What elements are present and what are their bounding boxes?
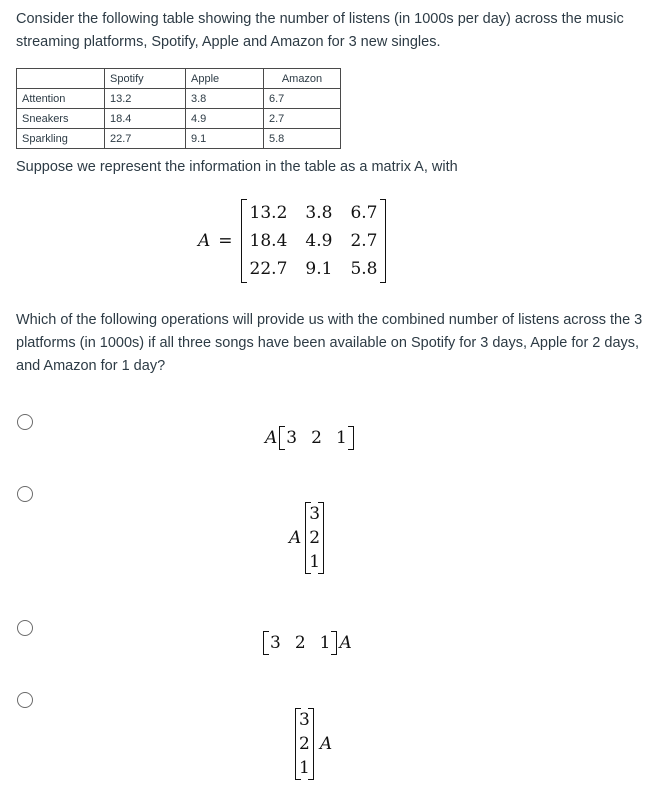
table-cell: Sneakers	[17, 109, 105, 129]
question-intro: Consider the following table showing the number of listens (in 1000s per day) across the music streaming platforms, Spotify, Apple and Amazon for 3 new singles.	[16, 11, 624, 50]
matrix-cell: 2.7	[350, 231, 378, 251]
matrix-symbol: A	[319, 734, 333, 754]
matrix-symbol: A	[198, 231, 211, 251]
vector-cell: 3	[299, 710, 310, 730]
matrix-cell: 3.8	[305, 203, 333, 223]
table-cell: 6.7	[264, 89, 341, 109]
table-cell: 18.4	[105, 109, 186, 129]
table-cell: 4.9	[186, 109, 264, 129]
option-2-radio[interactable]	[17, 486, 33, 502]
matrix-symbol: A	[339, 633, 352, 653]
table-header-row	[17, 69, 341, 89]
question-text: Which of the following operations will provide us with the combined number of listens across the 3 platforms (in 1000s) if all three songs have been available on Spotify for 3 days, Apple for 2 days, and Amazon for 1 day?	[16, 312, 643, 374]
row-vector	[279, 426, 353, 450]
vector-cell: 2	[294, 633, 306, 653]
vector-cell: 1	[299, 758, 310, 778]
table-cell: 13.2	[105, 89, 186, 109]
option-4-radio[interactable]	[17, 692, 33, 708]
table-cell: 22.7	[105, 129, 186, 149]
matrix-cell: 4.9	[305, 231, 333, 251]
table-row	[17, 89, 341, 109]
column-vector	[295, 708, 314, 780]
matrix-intro-text: Suppose we represent the information in the table as a matrix A, with	[16, 159, 458, 175]
listens-table	[16, 68, 341, 149]
matrix-cell: 9.1	[305, 259, 333, 279]
matrix-cell: 18.4	[249, 231, 288, 251]
vector-cell: 2	[311, 428, 322, 448]
table-row	[17, 109, 341, 129]
matrix-cell: 5.8	[350, 259, 378, 279]
vector-cell: 3	[270, 633, 281, 653]
row-vector	[263, 631, 337, 655]
vector-cell: 1	[309, 552, 321, 572]
option-1-radio[interactable]	[17, 414, 33, 430]
matrix-symbol: A	[265, 428, 278, 448]
matrix-cell: 22.7	[249, 259, 288, 279]
table-cell: 5.8	[264, 129, 341, 149]
matrix-cell: 13.2	[249, 203, 288, 223]
matrix-a	[241, 199, 387, 283]
table-header-cell: Spotify	[105, 69, 186, 89]
matrix-a-definition	[198, 199, 386, 283]
equals-sign: =	[218, 231, 233, 251]
table-cell: 9.1	[186, 129, 264, 149]
table-cell: 2.7	[264, 109, 341, 129]
table-header-cell	[17, 69, 105, 89]
option-4-expression[interactable]	[295, 708, 332, 780]
vector-cell: 1	[335, 428, 347, 448]
option-1-expression[interactable]	[265, 426, 354, 450]
matrix-cell: 6.7	[350, 203, 378, 223]
option-2-expression[interactable]	[289, 502, 324, 574]
matrix-symbol: A	[289, 528, 302, 548]
vector-cell: 3	[286, 428, 298, 448]
vector-cell: 2	[299, 734, 310, 754]
table-row	[17, 129, 341, 149]
option-3-radio[interactable]	[17, 620, 33, 636]
vector-cell: 2	[309, 528, 321, 548]
table-cell: 3.8	[186, 89, 264, 109]
column-vector	[305, 502, 324, 574]
table-header-cell: Apple	[186, 69, 264, 89]
vector-cell: 1	[319, 633, 331, 653]
option-3-expression[interactable]	[263, 631, 352, 655]
table-cell: Sparkling	[17, 129, 105, 149]
vector-cell: 3	[309, 504, 321, 524]
table-header-cell: Amazon	[264, 69, 341, 89]
table-cell: Attention	[17, 89, 105, 109]
